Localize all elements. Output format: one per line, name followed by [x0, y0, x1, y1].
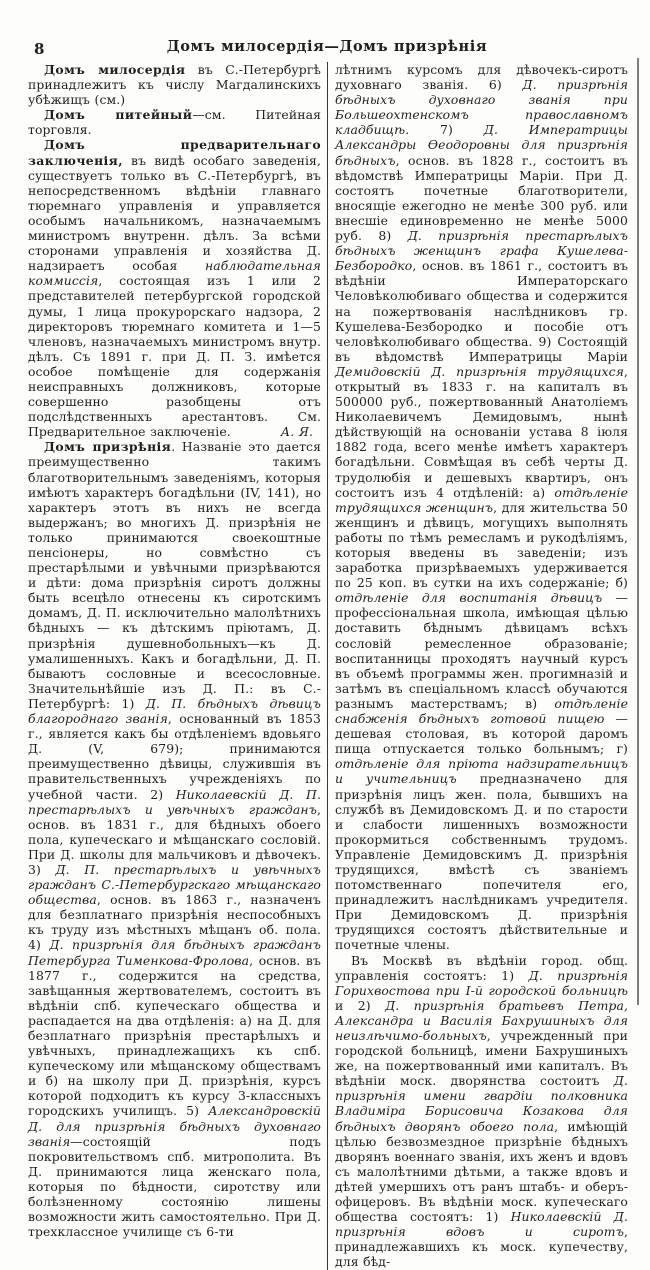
body-text: , открытый въ 1833 г. на капиталъ въ 500000 руб., пожертвованный Анатоліемъ Николаевичемъ Демидовымъ, нынѣ дѣйствующій на основаніи устава 8 іюля 1882 года, всего менѣе имѣетъ характеръ богадѣльни. Совмѣщая въ себѣ черты Д. трудолюбія и дешевыхъ квартиръ, онъ состоитъ изъ 4 отдѣленій: а) — [335, 363, 628, 500]
body-text: , для жительства 50 женщинъ и дѣвицъ, могущихъ выполнять работы по тѣмъ ремесламъ и рукодѣліямъ, которыя введены въ заведеніи; изъ заработка призрѣваемыхъ удерживается по 25 коп. въ сутки на ихъ содержаніе; б) — [335, 499, 629, 591]
body-text: —см. Питейная торговля. — [28, 107, 321, 138]
body-text: , состоящая изъ 1 или 2 представителей петербургской городской думы, 1 лица прокурорскаго надзора, 2 директоровъ тюремнаго комитета и 1—5 членовъ, назначаемыхъ министромъ внутр. дѣлъ. Съ 1891 г. при Д. П. З. имѣется особое помѣщеніе для содержанія неисправныхъ должниковъ, которые совершенно разобщены отъ подслѣдственныхъ арестантовъ. См. Предварительное заключеніе. — [28, 273, 321, 440]
scan-page-edge-line — [637, 58, 639, 1005]
body-text: и 2) — [335, 997, 386, 1013]
body-text: , основ. въ 1877 г., содержится на средства, завѣщанныя жертвователемъ, состоитъ въ вѣдѣніи спб. купеческаго общества и распадается на два отдѣленія: а) на Д. для безплатнаго призрѣнія престарѣлыхъ и увѣчныхъ, принадлежащихъ къ спб. купеческому или мѣщанскому обществамъ и б) на школу при Д. призрѣнія, курсъ которой подходитъ къ курсу 3-классныхъ городскихъ училищъ. 5) — [28, 952, 321, 1119]
entry-headword: Домъ питейный — [44, 107, 193, 123]
italic-term: Д. призрѣнія братьевъ Петра, Александра и Василія Бахрушиныхъ для неизлѣчимо-больныхъ — [335, 997, 628, 1043]
italic-term: отдѣленіе снабженія бѣдныхъ готовой пищею — [335, 695, 628, 727]
italic-term: Д. П. бѣдныхъ дѣвицъ благороднаго званія — [28, 695, 321, 727]
body-text: Въ Москвѣ въ вѣдѣніи город. общ. управленія состоятъ: 1) — [335, 952, 628, 983]
entry-headword: Домъ милосердія — [44, 62, 186, 77]
italic-term: Д. призрѣнія Горихвостова при I-й городской больницѣ — [335, 967, 629, 998]
italic-term: Демидовскій Д. призрѣнія трудящихся — [335, 363, 624, 379]
italic-term: отдѣленіе трудящихся женщинъ — [335, 484, 628, 515]
body-text: . Названіе это дается преимущественно такимъ благотворительнымъ заведеніямъ, которыя имѣютъ характеръ богадѣльни (IV, 141), но характеръ этотъ въ нихъ не всегда выдержанъ; во многихъ Д. призрѣнія не только принимаются своекоштные пенсіонеры, но совмѣстно съ престарѣлыми и увѣчными призрѣваются и дѣти: дома призрѣнія сиротъ должны быть всецѣло отнесены къ сиротскимъ домамъ, Д. П. исключительно малолѣтнихъ бѣдныхъ — къ дѣтскимъ пріютамъ, Д. призрѣнія душевнобольныхъ—къ Д. умалишенныхъ. Какъ и богадѣльни, Д. П. бываютъ сословные и всесословные. Значительнѣйшіе изъ Д. П.: въ С.-Петербургѣ: 1) — [28, 439, 321, 711]
italic-term: Александровскій Д. для призрѣнія бѣдныхъ духовнаго званія — [28, 1103, 321, 1149]
italic-term: Д. призрѣнія престарѣлыхъ бѣдныхъ женщинъ графа Кушелева-Безбородко — [335, 228, 628, 274]
italic-term: Д. Императрицы Александры Ѳеодоровны для призрѣнія бѣдныхъ — [335, 122, 628, 168]
body-text: , основ. въ 1863 г., назначенъ для безплатнаго призрѣнія неспособныхъ къ труду изъ мѣстныхъ мѣщанъ об. пола. 4) — [28, 892, 321, 953]
body-text: лѣтнимъ курсомъ для дѣвочекъ-сиротъ духовнаго званія. 6) — [335, 62, 628, 93]
body-text: , учрежденный при городской больницѣ, имени Бахрушиныхъ же, на пожертвованный ими капиталъ. Въ вѣдѣніи моск. дворянства состоитъ — [335, 1028, 628, 1089]
italic-term: Д. П. престарѣлыхъ и увѣчныхъ гражданъ С.-Петербургскаго мѣщанскаго общества — [28, 861, 321, 908]
running-head-title: Домъ милосердія—Домъ призрѣнія — [166, 38, 488, 55]
body-text: въ видѣ особаго заведенія, существуетъ только въ С.-Петербургѣ, въ непосредственномъ вѣдѣніи главнаго тюремнаго управленія и управляется особымъ начальникомъ, назначаемымъ министромъ внутренн. дѣлъ. За всѣми сторонами управленія и хозяйства Д. надзираетъ особая — [28, 152, 321, 274]
body-text: въ С.-Петербургѣ принадлежитъ къ числу Магдалинскихъ убѣжищъ (см.) — [28, 62, 321, 108]
left-column — [28, 62, 327, 1270]
italic-term: наблюдательная коммиссія — [28, 258, 321, 289]
body-text: , основ. въ 1828 г., состоитъ въ вѣдомствѣ Императрицы Маріи. При Д. состоятъ почетные благотворители, вносящіе ежегодно не менѣе 300 руб. или внесшіе единовременно не менѣе 5000 руб. 8) — [335, 152, 628, 244]
italic-term: отдѣленіе для пріюта надзирательницъ и учительницъ — [335, 756, 628, 787]
entry-headword: Домъ предварительнаго заключенія, — [28, 137, 321, 168]
paragraph — [28, 439, 321, 1239]
italic-term: Николаевскій Д. призрѣнія вдовъ и сиротъ — [335, 1209, 628, 1240]
italic-term: Д. призрѣнія для бѣдныхъ гражданъ Петербурга Тименкова-Фролова — [28, 937, 321, 968]
italic-term: Николаевскій Д. П. престарѣлыхъ и увѣчныхъ гражданъ — [28, 786, 321, 817]
body-text: . 7) — [405, 122, 484, 138]
author-signature: А. Я. — [280, 424, 313, 440]
body-text: — дешевая столовая, въ которой даромъ пища отпускается только больнымъ; г) — [335, 711, 629, 757]
page-header — [28, 38, 626, 60]
italic-term: Д. призрѣнія бѣдныхъ духовнаго званія при Большеохтенскомъ православномъ кладбищѣ — [335, 77, 628, 138]
paragraph — [28, 137, 321, 439]
body-text: —состоящій подъ покровительствомъ спб. митрополита. Въ Д. принимаются лица женскаго пола, которыя по бѣдности, сиротству или болѣзненному состоянію лишены возможности жить самостоятельно. При Д. трехклассное училище съ 6-ти — [28, 1133, 321, 1240]
entry-headword: Домъ призрѣнія — [44, 439, 172, 455]
italic-term: отдѣленіе для воспитанія дѣвицъ — [335, 590, 603, 606]
paragraph — [28, 107, 321, 137]
body-text: — профессіональная школа, имѣющая цѣлью доставить бѣднымъ дѣвицамъ всѣхъ сословій ремесленное образованіе; воспитанницы проходятъ научный курсъ въ объемѣ программы жен. прогимназій и затѣмъ въ спеціальномъ классѣ обучаются разнымъ мастерствамъ; в) — [335, 590, 628, 711]
body-text: , имѣющій цѣлью безвозмездное призрѣніе бѣдныхъ дворянъ военнаго званія, ихъ женъ и вдовъ съ малолѣтними дѣтьми, а также вдовъ и дѣтей умершихъ отъ ранъ штабъ- и оберъ-офицеровъ. Въ вѣдѣніи моск. купеческаго общества состоятъ: 1) — [335, 1118, 628, 1225]
italic-term: Д. призрѣнія имени гвардіи полковника Владиміра Борисовича Козакова для бѣдныхъ дворянъ обоего пола — [335, 1073, 628, 1134]
paragraph — [28, 62, 321, 107]
body-text: , основанный въ 1853 г., является какъ бы отдѣленіемъ вдовьяго Д. (V, 679); принимаются преимущественно дѣвицы, служившія въ правительственныхъ учрежденіяхъ по учебной части. 2) — [28, 711, 321, 802]
text-block — [28, 62, 628, 1270]
paragraph — [335, 953, 628, 1270]
body-text: , принадлежавшихъ къ моск. купечеству, для бѣд- — [335, 1224, 628, 1270]
body-text: , основ. въ 1861 г., состоитъ въ вѣдѣніи Императорскаго Человѣколюбиваго общества и содержится на пожертвованія наслѣдниковъ гр. Кушелева-Безбородко и пособіе отъ человѣколюбиваго общества. 9) Состоящій въ вѣдомствѣ Императрицы Маріи — [335, 258, 628, 364]
paragraph — [335, 62, 628, 953]
page-number: 8 — [34, 40, 45, 58]
body-text: предназначено для призрѣнія лицъ жен. пола, бывшихъ на службѣ въ Демидовскомъ Д. и по старости и слабости лишенныхъ возможности прокормиться собственнымъ трудомъ. Управленіе Демидовскимъ Д. призрѣнія трудящихся, вмѣстѣ съ званіемъ потомственнаго попечителя его, принадлежитъ наслѣдникамъ учредителя. При Демидовскомъ Д. призрѣнія трудящихся состоятъ дѣйствительные и почетные члены. — [335, 771, 628, 953]
right-column — [328, 62, 628, 1270]
body-text: , основ. въ 1831 г., для бѣдныхъ обоего пола, купеческаго и мѣщанскаго сословій. При Д. школы для мальчиковъ и дѣвочекъ. 3) — [28, 801, 321, 877]
